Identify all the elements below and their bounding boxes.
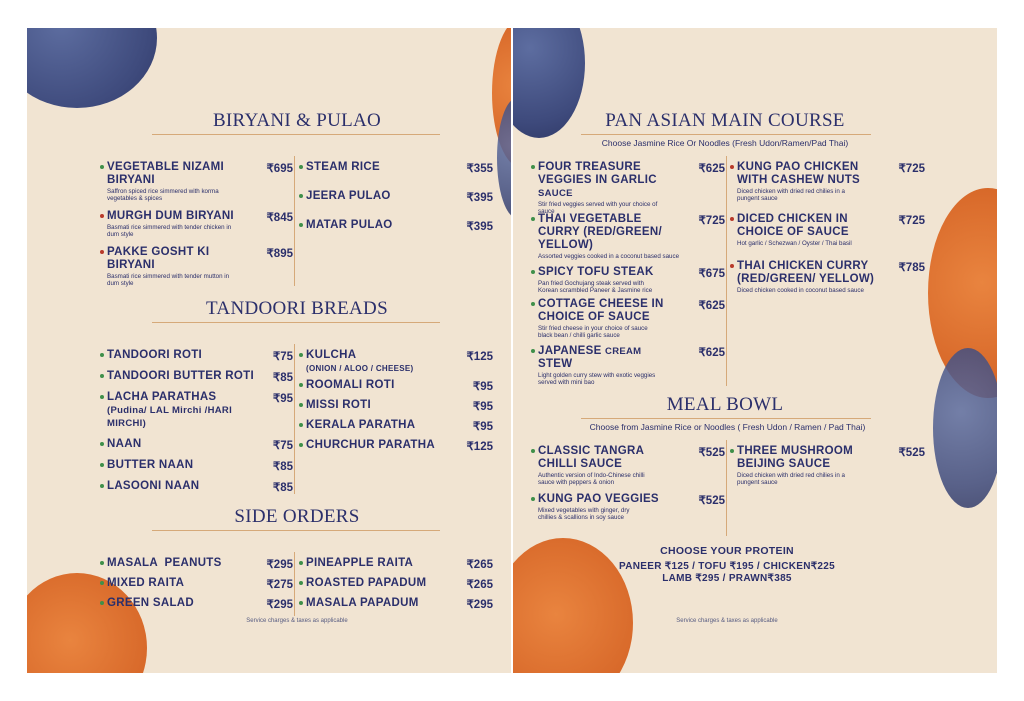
item-name: MISSI ROTI (306, 399, 371, 411)
veg-indicator (531, 165, 535, 169)
item-variants: (ONION / ALOO / CHEESE) (306, 364, 414, 373)
item-price: ₹95 (272, 393, 293, 405)
item-name: KUNG PAO CHICKEN WITH CASHEW NUTS (737, 161, 860, 186)
item-price: ₹845 (266, 212, 293, 224)
menu-item (737, 213, 877, 247)
menu-item (107, 391, 257, 430)
item-name: DICED CHICKEN IN CHOICE OF SAUCE (737, 213, 849, 238)
menu-item (737, 161, 887, 202)
item-price: ₹355 (466, 163, 493, 175)
item-name: TANDOORI ROTI (107, 349, 203, 361)
divider (152, 530, 440, 531)
item-name: TANDOORI BUTTER ROTI (107, 370, 254, 382)
item-name: MASALA PAPADUM (306, 597, 419, 609)
protein-options-line: PANEER ₹125 / TOFU ₹195 / CHICKEN₹225 (619, 561, 835, 572)
menu-item (538, 213, 683, 260)
veg-indicator (730, 449, 734, 453)
navy-watercolor-decoration (933, 348, 997, 508)
column-divider (294, 156, 295, 286)
veg-indicator (100, 165, 104, 169)
menu-item (107, 438, 257, 451)
menu-page-left (27, 28, 511, 673)
menu-item (306, 219, 446, 232)
section-title-sides: SIDE ORDERS (234, 506, 360, 527)
veg-indicator (299, 383, 303, 387)
item-price: ₹695 (266, 163, 293, 175)
item-description: Hot garlic / Schezwan / Oyster / Thai basil (737, 240, 852, 247)
item-price: ₹785 (898, 262, 925, 274)
menu-item (538, 493, 678, 521)
item-name: KULCHA (306, 349, 357, 361)
item-description: Basmati rice simmered with tender chicken in dum style (107, 224, 232, 238)
item-price: ₹75 (272, 440, 293, 452)
item-name: JAPANESE (538, 345, 602, 357)
item-name: THAI VEGETABLE CURRY (RED/GREEN/ YELLOW) (538, 213, 662, 251)
navy-watercolor-decoration (27, 28, 157, 108)
item-name: ROASTED PAPADUM (306, 577, 427, 589)
item-price: ₹95 (472, 381, 493, 393)
item-name: MIXED RAITA (107, 577, 185, 589)
item-price: ₹525 (698, 495, 725, 507)
footer-note: Service charges & taxes as applicable (676, 618, 778, 624)
section-title-main-course: PAN ASIAN MAIN COURSE (605, 110, 845, 131)
section-title-breads: TANDOORI BREADS (206, 298, 388, 319)
nonveg-indicator (100, 214, 104, 218)
section-title-meal-bowl: MEAL BOWL (666, 394, 784, 415)
menu-item (737, 445, 872, 486)
protein-title: CHOOSE YOUR PROTEIN (660, 545, 794, 557)
item-name: PAKKE GOSHT KI BIRYANI (107, 246, 210, 271)
item-price: ₹265 (466, 579, 493, 591)
item-name: THAI CHICKEN CURRY (RED/GREEN/ YELLOW) (737, 260, 875, 285)
section-title-biryani: BIRYANI & PULAO (212, 110, 382, 131)
item-name: SAUCE (538, 188, 573, 199)
divider (152, 322, 440, 323)
item-name: COTTAGE CHEESE IN CHOICE OF SAUCE (538, 298, 664, 323)
item-description: Stir fried veggies served with your choice of sauce (538, 201, 658, 215)
menu-item (107, 597, 257, 610)
menu-item (107, 557, 257, 570)
menu-item (538, 298, 678, 339)
veg-indicator (299, 601, 303, 605)
item-description: Pan fried Gochujang steak served with Korean scrambled Paneer & Jasmine rice (538, 280, 653, 294)
item-name: THREE MUSHROOM BEIJING SAUCE (737, 445, 854, 470)
menu-item (306, 419, 456, 432)
item-price: ₹525 (698, 447, 725, 459)
item-price: ₹95 (472, 401, 493, 413)
item-name: LASOONI NAAN (107, 480, 200, 492)
menu-item (538, 266, 678, 294)
veg-indicator (100, 374, 104, 378)
menu-item (538, 445, 673, 486)
menu-item (538, 345, 678, 386)
veg-indicator (299, 443, 303, 447)
item-price: ₹125 (466, 441, 493, 453)
item-name: CREAM (605, 346, 642, 357)
item-name: PINEAPPLE RAITA (306, 557, 414, 569)
item-price: ₹525 (898, 447, 925, 459)
divider (581, 418, 871, 419)
item-name: CHURCHUR PARATHA (306, 439, 435, 451)
veg-indicator (100, 353, 104, 357)
menu-item (306, 379, 456, 392)
item-name: FOUR TREASURE VEGGIES IN GARLIC (538, 161, 657, 186)
item-name: MURGH DUM BIRYANI (107, 210, 234, 222)
menu-item (306, 190, 446, 203)
column-divider (294, 344, 295, 494)
item-price: ₹725 (698, 215, 725, 227)
menu-page-right (513, 28, 997, 673)
item-price: ₹395 (466, 192, 493, 204)
item-price: ₹625 (698, 347, 725, 359)
item-name: GREEN SALAD (107, 597, 195, 609)
divider (152, 134, 440, 135)
veg-indicator (100, 395, 104, 399)
item-price: ₹625 (698, 163, 725, 175)
veg-indicator (531, 497, 535, 501)
nonveg-indicator (730, 264, 734, 268)
item-name: STEW (538, 358, 573, 370)
menu-item (306, 399, 456, 412)
veg-indicator (299, 403, 303, 407)
orange-watercolor-decoration (513, 538, 633, 673)
menu-item (306, 349, 456, 375)
item-price: ₹95 (472, 421, 493, 433)
item-description: Stir fried cheese in your choice of sauce black bean / chilli garlic sauce (538, 325, 648, 339)
item-price: ₹275 (266, 579, 293, 591)
item-description: Diced chicken cooked in coconut based sauce (737, 287, 864, 294)
section-subtitle: Choose Jasmine Rice Or Noodles (Fresh Udon/Ramen/Pad Thai) (601, 138, 849, 148)
column-divider (294, 552, 295, 616)
item-name: LACHA PARATHAS (107, 391, 217, 403)
menu-item (107, 246, 247, 287)
veg-indicator (299, 423, 303, 427)
item-name: CLASSIC TANGRA CHILLI SAUCE (538, 445, 644, 470)
menu-item (107, 161, 257, 202)
menu-item (306, 577, 456, 590)
item-price: ₹675 (698, 268, 725, 280)
veg-indicator (100, 463, 104, 467)
menu-item (737, 260, 902, 294)
divider (581, 134, 871, 135)
menu-item (306, 161, 446, 174)
item-variants: (Pudina/ LAL Mirchi /HARI MIRCHI) (107, 405, 233, 429)
item-price: ₹125 (466, 351, 493, 363)
item-price: ₹295 (266, 599, 293, 611)
veg-indicator (299, 194, 303, 198)
item-name: ROOMALI ROTI (306, 379, 395, 391)
item-description: Diced chicken with dried red chilies in a pungent sauce (737, 472, 845, 486)
menu-item (107, 459, 257, 472)
veg-indicator (100, 601, 104, 605)
section-subtitle: Choose from Jasmine Rice or Noodles ( Fresh Udon / Ramen / Pad Thai) (589, 422, 866, 432)
menu-item (306, 557, 456, 570)
menu-item (538, 161, 673, 215)
menu-item (306, 597, 456, 610)
item-price: ₹85 (272, 482, 293, 494)
veg-indicator (531, 449, 535, 453)
item-description: Authentic version of Indo-Chinese chilli sauce with peppers & onion (538, 472, 645, 486)
veg-indicator (531, 302, 535, 306)
item-name: SPICY TOFU STEAK (538, 266, 654, 278)
veg-indicator (299, 561, 303, 565)
veg-indicator (100, 561, 104, 565)
item-name: MASALA PEANUTS (107, 557, 222, 569)
item-price: ₹265 (466, 559, 493, 571)
veg-indicator (299, 353, 303, 357)
menu-item (306, 439, 456, 452)
item-price: ₹395 (466, 221, 493, 233)
item-description: Saffron spiced rice simmered with korma vegetables & spices (107, 188, 219, 202)
item-name: KUNG PAO VEGGIES (538, 493, 659, 505)
veg-indicator (531, 217, 535, 221)
column-divider (726, 440, 727, 536)
menu-item (107, 480, 257, 493)
item-name: BUTTER NAAN (107, 459, 194, 471)
item-name: MATAR PULAO (306, 219, 393, 231)
item-price: ₹725 (898, 215, 925, 227)
item-name: VEGETABLE NIZAMI BIRYANI (107, 161, 225, 186)
item-name: KERALA PARATHA (306, 419, 416, 431)
item-description: Light golden curry stew with exotic veggies served with mini bao (538, 372, 656, 386)
item-price: ₹75 (272, 351, 293, 363)
nonveg-indicator (730, 217, 734, 221)
item-price: ₹625 (698, 300, 725, 312)
item-description: Diced chicken with dried red chilies in a pungent sauce (737, 188, 845, 202)
menu-item (107, 577, 257, 590)
item-price: ₹85 (272, 372, 293, 384)
footer-note: Service charges & taxes as applicable (246, 618, 348, 624)
item-price: ₹295 (266, 559, 293, 571)
veg-indicator (299, 223, 303, 227)
veg-indicator (100, 581, 104, 585)
nonveg-indicator (730, 165, 734, 169)
protein-options-line: LAMB ₹295 / PRAWN₹385 (662, 573, 792, 584)
veg-indicator (531, 349, 535, 353)
item-price: ₹85 (272, 461, 293, 473)
column-divider (726, 156, 727, 386)
veg-indicator (531, 270, 535, 274)
item-name: JEERA PULAO (306, 190, 391, 202)
veg-indicator (100, 484, 104, 488)
item-description: Assorted veggies cooked in a coconut based sauce (538, 253, 680, 260)
item-description: Basmati rice simmered with tender mutton in dum style (107, 273, 230, 287)
veg-indicator (299, 581, 303, 585)
veg-indicator (100, 442, 104, 446)
item-price: ₹295 (466, 599, 493, 611)
veg-indicator (299, 165, 303, 169)
item-name: STEAM RICE (306, 161, 380, 173)
menu-item (107, 210, 257, 238)
item-price: ₹895 (266, 248, 293, 260)
item-name: NAAN (107, 438, 142, 450)
nonveg-indicator (100, 250, 104, 254)
item-description: Mixed vegetables with ginger, dry chillies & scallions in soy sauce (538, 507, 630, 521)
item-price: ₹725 (898, 163, 925, 175)
